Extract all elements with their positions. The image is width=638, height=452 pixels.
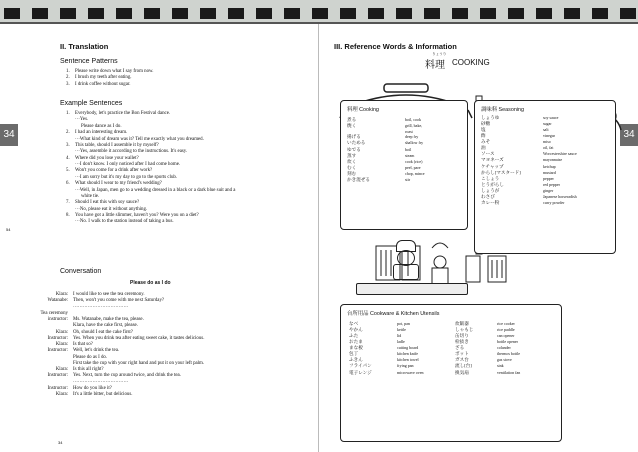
word-jp: こしょう: [481, 175, 500, 181]
translation-heading: II. Translation: [60, 42, 109, 51]
example-text: ···Yes.: [75, 117, 89, 123]
word-jp: 煮る: [347, 117, 357, 122]
word-en: oil, fat: [543, 145, 554, 151]
right-chapter-tab: 34: [620, 124, 638, 146]
word-jp: ふた: [349, 333, 359, 339]
utterance: ··································: [73, 304, 129, 310]
example-text: ···I am sorry but it's my day to go to the sports club.: [75, 174, 178, 180]
word-en: thermos bottle: [497, 351, 520, 357]
word-en: mustard: [543, 169, 556, 175]
word-jp: やかん: [349, 327, 363, 333]
word-en: Japanese horseradish: [543, 193, 577, 199]
word-en: frying pan: [397, 363, 414, 369]
utterance: Klara, have the cake first, please.: [73, 323, 138, 329]
example-text: Everybody, let's practice the Bon Festival dance.: [75, 111, 171, 116]
word-en: peel, pare: [405, 164, 421, 170]
list-item: 2. I brush my teeth after eating.: [66, 75, 132, 81]
word-jp: しょうが: [481, 187, 500, 193]
utterance: Is this all right?: [73, 367, 104, 373]
example-number: 1.: [66, 111, 70, 116]
word-en: pepper: [543, 175, 554, 181]
speaker: Watanabe:: [47, 298, 68, 304]
examples-list: [66, 111, 312, 226]
utensils-right-list: [455, 321, 555, 376]
word-jp: 刻む: [347, 170, 357, 176]
word-jp: 栓抜き: [455, 339, 469, 345]
word-jp: みそ: [481, 139, 491, 145]
utterance: ··································: [73, 379, 129, 385]
word-en: sugar: [543, 121, 552, 127]
word-en: lid: [397, 333, 402, 339]
example-text: I had an interesting dream.: [75, 130, 128, 136]
word-jp: ふきん: [349, 357, 363, 363]
example-text: white tie.: [81, 193, 100, 199]
example-text: Should I eat this with soy sauce?: [75, 200, 140, 206]
example-item: [66, 111, 312, 130]
word-jp: かき混ぜる: [347, 176, 370, 182]
utterance: Is that so?: [73, 342, 93, 348]
example-item: [66, 130, 312, 143]
utterance: I would like to see the tea ceremony.: [73, 292, 145, 297]
example-text: You have got a little slimmer, haven't you? Were you on a diet?: [75, 213, 199, 218]
word-en: cook (rice): [405, 158, 423, 164]
example-number: 2.: [66, 130, 70, 136]
utterance: Oh, should I eat the cake first?: [73, 329, 133, 335]
speaker: Klara:: [55, 329, 68, 335]
word-en: curry powder: [543, 199, 565, 205]
word-jp: 炊く: [347, 158, 357, 164]
cooking-word-list: [347, 117, 461, 183]
word-jp: 塩: [481, 127, 486, 133]
word-row: [481, 200, 609, 206]
word-jp: ガス台: [455, 357, 469, 363]
seasoning-box-heading: 調味料 Seasoning: [481, 107, 525, 113]
word-jp: むく: [347, 164, 357, 170]
utterance: Yes. When you drink tea after eating sweet cake, it tastes delicious.: [73, 335, 205, 341]
word-jp: 電子レンジ: [349, 369, 372, 375]
word-en: miso: [543, 139, 551, 145]
word-en: ginger: [543, 187, 554, 193]
utensils-box-heading: 台所用品 Cookware & Kitchen Utensils: [347, 311, 440, 317]
example-item: [66, 213, 312, 226]
word-en: boil: [405, 146, 412, 152]
speaker: Instructor:: [47, 385, 68, 391]
word-en: gas stove: [497, 357, 512, 363]
word-jp: しゃもじ: [455, 327, 474, 333]
word-en: grill, bake,: [405, 123, 423, 129]
patterns-list: [66, 69, 306, 88]
word-en: deep fry: [405, 134, 419, 140]
speaker: Klara:: [55, 392, 68, 398]
word-jp: しょうゆ: [481, 115, 500, 120]
utterance: Yes. Next, turn the cup around twice, and drink the tea.: [73, 373, 181, 379]
utterance: Ms. Watanabe, make the tea, please.: [73, 317, 144, 323]
word-en: vinegar: [543, 133, 555, 139]
speaker: Instructor:: [47, 335, 68, 341]
examples-heading: Example Sentences: [60, 100, 123, 107]
list-item: 1. Please write down what I say from now.: [66, 69, 154, 74]
word-jp: 油: [481, 145, 486, 151]
word-en: chop, mince: [405, 170, 425, 176]
word-en: mayonnaise: [543, 157, 563, 163]
word-en: salt: [543, 127, 549, 133]
example-number: 4.: [66, 155, 70, 161]
example-text: ···I don't know. I only noticed after I had come home.: [75, 162, 181, 167]
word-jp: フライパン: [349, 363, 372, 369]
word-jp: 砂糖: [481, 121, 491, 127]
word-jp: おたま: [349, 339, 363, 345]
example-text: Please dance as I do.: [81, 123, 122, 129]
word-en: Worcestershire sauce: [543, 151, 577, 157]
conversation-subtitle: Please do as I do: [130, 280, 171, 286]
word-en: red pepper: [543, 181, 560, 187]
speaker: Klara:: [55, 292, 68, 297]
word-en: rice cooker: [497, 321, 515, 326]
example-number: 3.: [66, 142, 70, 148]
seasoning-word-list: [481, 115, 609, 206]
cooking-box-heading: 料理 Cooking: [347, 107, 379, 113]
cooking-title-jp: 料理: [425, 60, 445, 71]
word-en: pot, pan: [397, 321, 410, 326]
example-number: [66, 219, 75, 225]
word-en: roast: [405, 129, 413, 135]
word-en: soy sauce: [543, 115, 559, 120]
word-en: kitchen towel: [397, 357, 419, 363]
example-number: 6.: [66, 181, 70, 187]
word-jp: ポット: [455, 351, 469, 357]
example-item: [66, 200, 312, 213]
example-item: [66, 168, 312, 181]
example-item: [66, 156, 312, 169]
word-en: ketchup: [543, 163, 556, 169]
example-text: What should I wear to my friend's wedding?: [75, 181, 162, 187]
list-item: 3. I drink coffee without sugar.: [66, 81, 131, 87]
left-chapter-tab: 34: [0, 124, 18, 146]
utterance: How do you like it?: [73, 385, 112, 391]
word-jp: マヨネーズ: [481, 157, 504, 163]
word-row: [455, 370, 555, 376]
word-en: rice paddle: [497, 327, 515, 333]
speaker: Klara:: [55, 342, 68, 348]
conversation-heading: Conversation: [60, 268, 102, 275]
word-jp: なべ: [349, 321, 359, 326]
left-page-number: 34: [58, 440, 63, 445]
word-jp: ソース: [481, 151, 495, 157]
word-jp: 揚げる: [347, 134, 361, 140]
example-line: [66, 219, 312, 225]
speaker: Klara:: [55, 367, 68, 373]
word-jp: 流し[台]: [455, 363, 472, 369]
word-en: sink: [497, 363, 504, 369]
speaker: Instructor:: [47, 348, 68, 354]
word-jp: カレー粉: [481, 199, 500, 205]
word-jp: まな板: [349, 345, 363, 351]
reference-heading: III. Reference Words & Information: [334, 42, 457, 51]
chef-illustration: [384, 240, 428, 280]
speaker: Instructor:: [47, 373, 68, 379]
word-en: kitchen knife: [397, 351, 418, 357]
word-jp: 焼く: [347, 123, 357, 129]
utterance: It's a little bitter, but delicious.: [73, 392, 133, 398]
word-en: kettle: [397, 327, 406, 333]
word-jp: 缶切り: [455, 333, 469, 339]
example-text: ···Well, in Japan, men go to a wedding dressed in a black or a dark blue suit and a: [75, 187, 236, 193]
example-item: [66, 181, 312, 200]
word-en: cutting board: [397, 345, 419, 351]
word-en: ladle: [397, 339, 405, 345]
word-jp: からし[マスタード]: [481, 169, 521, 175]
example-item: [66, 143, 312, 156]
example-text: This table, should I assemble it by myself?: [75, 142, 159, 148]
example-text: ···What kind of dream was it? Tell me exactly what you dreamed.: [75, 136, 204, 142]
cooking-ruby: りょうり: [432, 52, 447, 56]
utensils-box: [340, 304, 562, 442]
word-en: can opener: [497, 333, 515, 339]
word-en: bottle opener: [497, 339, 518, 345]
word-en: colander: [497, 345, 511, 351]
word-en: shallow fry: [405, 140, 424, 146]
word-jp: 酢: [481, 133, 486, 139]
example-text: ···Yes, assemble it according to the instructions. It's easy.: [75, 149, 188, 155]
word-jp: ケチャップ: [481, 163, 504, 169]
binding-edge: [0, 22, 638, 24]
utensils-left-list: [349, 321, 449, 376]
utterance: Then, won't you come with me next Saturday?: [73, 298, 165, 304]
example-text: Won't you come for a drink after work?: [75, 168, 153, 174]
word-row: [347, 177, 461, 183]
dialogue: [28, 292, 308, 399]
example-number: 7.: [66, 200, 70, 206]
page-spine: [318, 24, 319, 452]
example-number: 8.: [66, 213, 70, 218]
word-jp: ざる: [455, 345, 465, 351]
example-number: 5.: [66, 168, 70, 174]
stove: [356, 283, 468, 295]
utterance: Please do as I do.: [73, 354, 108, 360]
left-edge-number: 54: [6, 227, 11, 232]
utterance: Well, let's drink the tea.: [73, 348, 120, 354]
word-jp: 包丁: [349, 351, 359, 357]
example-text: ···No. I walk to the station instead of taking a bus.: [75, 219, 174, 225]
word-en: stir: [405, 176, 411, 182]
word-jp: いためる: [347, 140, 366, 146]
example-text: Where did you lose your wallet?: [75, 155, 139, 161]
word-en: microwave oven: [397, 369, 424, 375]
cooking-title-en: COOKING: [452, 58, 490, 67]
word-jp: 蒸す: [347, 152, 357, 158]
word-en: boil, cook: [405, 117, 421, 122]
cooking-box: [340, 100, 468, 230]
word-en: steam: [405, 152, 415, 158]
dialogue-row: [28, 392, 308, 398]
word-jp: 炊飯器: [455, 321, 469, 326]
speaker: instructor:: [47, 317, 68, 323]
utterance: First take the cup with your right hand and put it on your left palm.: [73, 360, 205, 366]
patterns-heading: Sentence Patterns: [60, 58, 118, 65]
word-en: ventilation fan: [497, 369, 521, 375]
word-row: [349, 370, 449, 376]
word-jp: とうがらし: [481, 181, 504, 187]
seasoning-box: [474, 100, 616, 254]
example-text: ···No, please eat it without anything.: [75, 206, 148, 212]
word-jp: ゆでる: [347, 146, 361, 152]
word-jp: 換気扇: [455, 369, 469, 375]
speaker: Tea ceremony: [40, 310, 68, 316]
word-jp: わさび: [481, 193, 495, 199]
